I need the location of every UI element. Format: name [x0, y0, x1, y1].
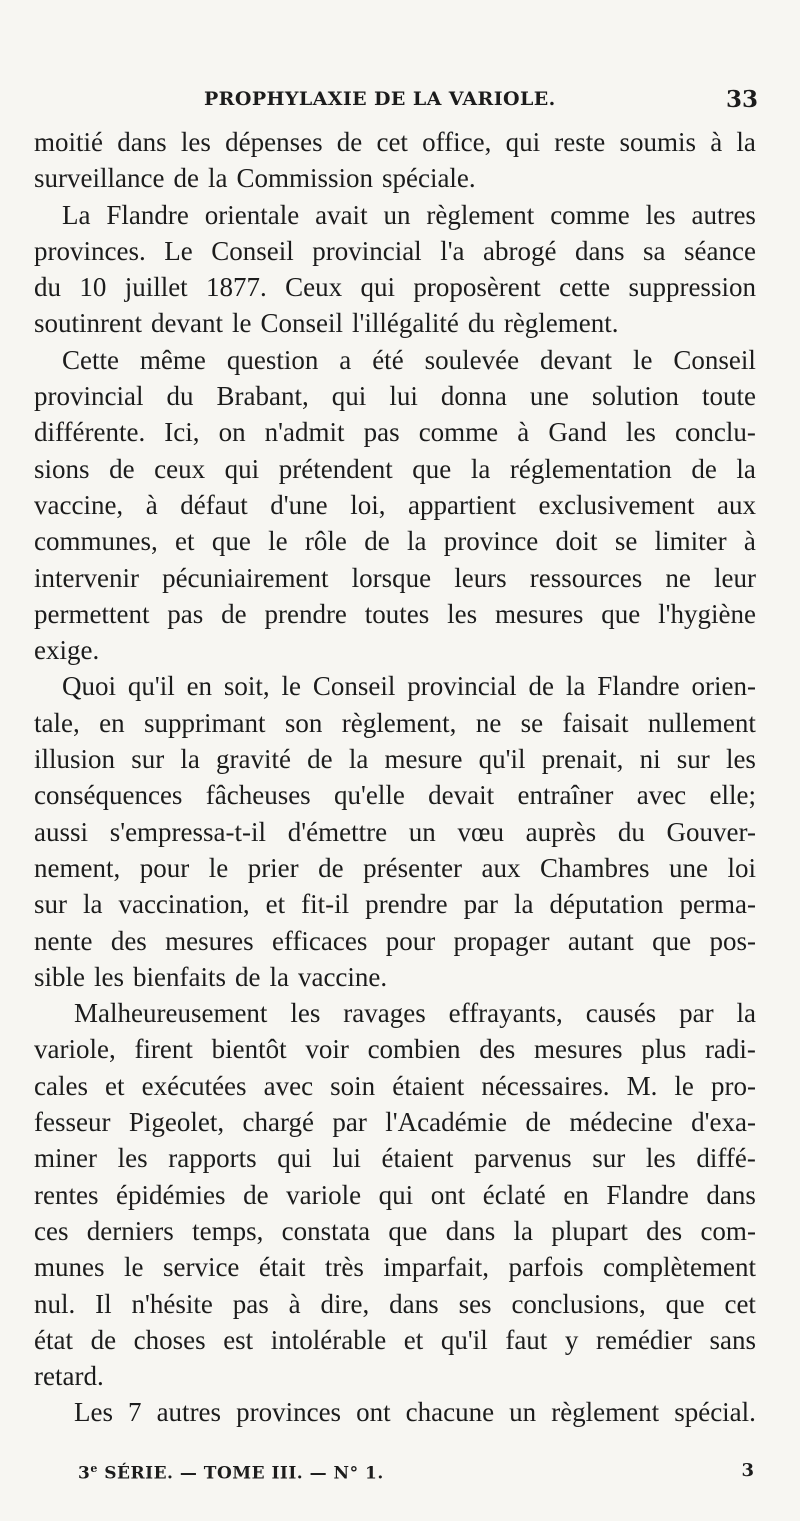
- signature-text: SÉRIE. — TOME III. — N° 1.: [97, 1463, 384, 1484]
- printer-signature: [78, 1462, 384, 1484]
- text-line: moitié dans les dépenses de cet office, qui reste soumis à la: [34, 127, 756, 157]
- text-line: conséquences fâcheuses qu'elle devait entraîner avec elle;: [34, 780, 756, 811]
- text-line: provincial du Brabant, qui lui donna une solution toute: [34, 381, 756, 412]
- text-line: munes le service était très imparfait, parfois complètement: [34, 1252, 756, 1283]
- series-ordinal: 3: [78, 1463, 91, 1484]
- text-line: La Flandre orientale avait un règlement comme les autres: [62, 199, 756, 230]
- text-line: miner les rapports qui lui étaient parvenus sur les diffé-: [34, 1143, 756, 1174]
- text-line: exige.: [34, 635, 100, 666]
- footer-signature-line: [78, 1462, 754, 1492]
- body-text: [34, 124, 756, 1431]
- running-title: PROPHYLAXIE DE LA VARIOLE.: [204, 88, 556, 110]
- series-ordinal-suffix: e: [90, 1462, 98, 1475]
- text-line: fesseur Pigeolet, chargé par l'Académie de médecine d'exa-: [34, 1107, 756, 1138]
- text-line: Les 7 autres provinces ont chacune un règlement spécial.: [74, 1397, 756, 1428]
- text-line: permettent pas de prendre toutes les mesures que l'hygiène: [34, 598, 756, 629]
- text-line: Cette même question a été soulevée devant le Conseil: [62, 344, 756, 375]
- text-line: Quoi qu'il en soit, le Conseil provincial de la Flandre orien-: [62, 671, 756, 702]
- sheet-number: 3: [741, 1460, 754, 1481]
- text-line: intervenir pécuniairement lorsque leurs ressources ne leur: [34, 562, 756, 593]
- page-number: 33: [725, 86, 758, 113]
- text-line: retard.: [34, 1361, 104, 1392]
- text-line: cales et exécutées avec soin étaient nécessaires. M. le pro-: [34, 1070, 756, 1101]
- running-head: [36, 88, 758, 118]
- text-line: sur la vaccination, et fit-il prendre par la députation perma-: [34, 889, 756, 920]
- text-line: nul. Il n'hésite pas à dire, dans ses conclusions, que cet: [34, 1288, 756, 1319]
- text-line: provinces. Le Conseil provincial l'a abrogé dans sa séance: [34, 235, 756, 266]
- text-line: illusion sur la gravité de la mesure qu'il prenait, ni sur les: [34, 744, 756, 775]
- text-line: variole, firent bientôt voir combien des mesures plus radi-: [34, 1034, 756, 1065]
- text-line: soutinrent devant le Conseil l'illégalité du règlement.: [34, 308, 619, 339]
- text-line: communes, et que le rôle de la province doit se limiter à: [34, 526, 756, 557]
- text-line: rentes épidémies de variole qui ont éclaté en Flandre dans: [34, 1179, 756, 1210]
- text-line: ces derniers temps, constata que dans la plupart des com-: [34, 1215, 756, 1246]
- text-line: sions de ceux qui prétendent que la réglementation de la: [34, 453, 756, 484]
- text-line: du 10 juillet 1877. Ceux qui proposèrent cette suppression: [34, 272, 756, 303]
- text-line: Malheureusement les ravages effrayants, causés par la: [74, 998, 756, 1029]
- text-line: nente des mesures efficaces pour propager autant que pos-: [34, 925, 756, 956]
- text-line: tale, en supprimant son règlement, ne se faisait nullement: [34, 707, 756, 738]
- text-line: sible les bienfaits de la vaccine.: [34, 961, 388, 992]
- text-line: vaccine, à défaut d'une loi, appartient exclusivement aux: [34, 489, 756, 520]
- text-line: différente. Ici, on n'admit pas comme à Gand les conclu-: [34, 417, 756, 448]
- text-line: surveillance de la Commission spéciale.: [34, 163, 476, 194]
- text-line: aussi s'empressa-t-il d'émettre un vœu auprès du Gouver-: [34, 816, 756, 847]
- text-line: état de choses est intolérable et qu'il faut y remédier sans: [34, 1324, 756, 1355]
- text-line: nement, pour le prier de présenter aux Chambres une loi: [34, 852, 756, 883]
